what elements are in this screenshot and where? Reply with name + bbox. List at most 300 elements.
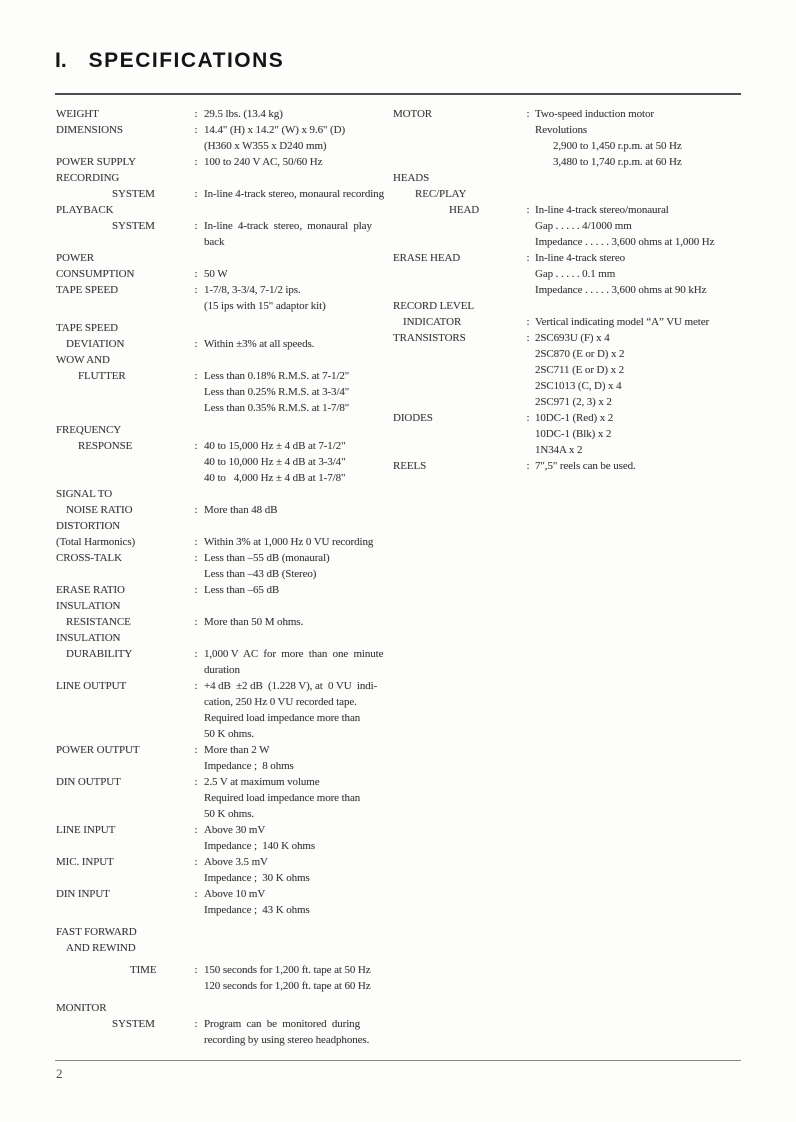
spec-line — [56, 582, 392, 598]
spec-value: Less than –65 dB — [204, 584, 280, 596]
spec-value: 150 seconds for 1,200 ft. tape at 50 Hz — [204, 964, 371, 976]
spec-value — [204, 202, 392, 218]
spec-colon — [188, 924, 204, 940]
spec-label — [393, 266, 521, 282]
spec-colon — [188, 298, 204, 314]
spec-line — [56, 550, 392, 566]
spec-value: back — [204, 236, 225, 248]
spec-value: 100 to 240 V AC, 50/60 Hz — [204, 156, 323, 168]
spec-colon — [188, 710, 204, 726]
spec-colon: : — [194, 338, 198, 350]
spec-label — [56, 870, 188, 886]
spec-value: Less than 0.35% R.M.S. at 1-7/8" — [204, 402, 350, 414]
spec-label: RESISTANCE — [66, 616, 131, 628]
spec-label: SYSTEM — [112, 220, 155, 232]
spec-line — [56, 368, 392, 384]
spec-colon: : — [194, 108, 198, 120]
spec-line — [56, 962, 392, 978]
spec-label — [56, 400, 188, 416]
spec-value: Impedance . . . . . 3,600 ohms at 90 kHz — [535, 284, 707, 296]
spec-line — [56, 774, 392, 790]
spec-colon — [188, 470, 204, 486]
spec-colon — [188, 662, 204, 678]
spec-line — [56, 790, 392, 806]
spec-value: Vertical indicating model “A” VU meter — [535, 316, 710, 328]
spec-line — [56, 122, 392, 138]
spec-line — [56, 940, 392, 956]
spec-value — [204, 1000, 392, 1016]
spec-value — [204, 320, 392, 336]
spec-colon: : — [194, 220, 198, 232]
spec-value: 50 W — [204, 268, 228, 280]
spec-value: duration — [204, 664, 240, 676]
section-title-text: SPECIFICATIONS — [88, 49, 285, 72]
spec-colon: : — [194, 188, 198, 200]
spec-label: FAST FORWARD — [56, 926, 137, 938]
spec-label — [56, 298, 188, 314]
spec-value: Impedance ; 30 K ohms — [204, 872, 310, 884]
spec-value: 40 to 4,000 Hz ± 4 dB at 1-7/8" — [204, 472, 346, 484]
spec-label: HEAD — [449, 204, 480, 216]
spec-colon — [521, 346, 535, 362]
spec-colon: : — [526, 460, 530, 472]
spec-label: DIODES — [393, 412, 433, 424]
spec-value — [204, 422, 392, 438]
spec-line — [56, 694, 392, 710]
spec-colon: : — [194, 440, 198, 452]
spec-label: MONITOR — [56, 1002, 107, 1014]
spec-value: 2SC1013 (C, D) x 4 — [535, 380, 622, 392]
spec-value — [204, 630, 392, 646]
spec-line — [56, 470, 392, 486]
spec-colon — [521, 442, 535, 458]
spec-line — [56, 186, 392, 202]
spec-line — [56, 758, 392, 774]
spec-line — [56, 1032, 392, 1048]
spec-line — [56, 218, 392, 234]
spec-line — [56, 202, 392, 218]
spec-colon: : — [526, 332, 530, 344]
spec-colon — [188, 630, 204, 646]
spec-value: Program can be monitored during — [204, 1018, 360, 1030]
spec-label: SYSTEM — [112, 188, 155, 200]
spec-value: Revolutions — [535, 124, 588, 136]
spec-colon: : — [194, 680, 198, 692]
spec-line — [393, 330, 745, 346]
spec-colon — [188, 518, 204, 534]
spec-line — [56, 854, 392, 870]
spec-line — [393, 186, 745, 202]
spec-colon: : — [194, 1018, 198, 1030]
spec-line — [393, 218, 745, 234]
spec-colon — [521, 138, 535, 154]
spec-label: WOW AND — [56, 354, 110, 366]
spec-label: FLUTTER — [78, 370, 126, 382]
spec-line — [56, 438, 392, 454]
spec-colon — [521, 282, 535, 298]
spec-colon — [188, 1000, 204, 1016]
page-number: 2 — [56, 1066, 63, 1081]
spec-line — [56, 902, 392, 918]
spec-colon — [521, 426, 535, 442]
spec-column-left — [56, 106, 392, 1048]
spec-colon — [188, 454, 204, 470]
spec-label — [56, 790, 188, 806]
spec-colon: : — [194, 370, 198, 382]
spec-label: FREQUENCY — [56, 424, 122, 436]
spec-label — [56, 566, 188, 582]
spec-line — [393, 202, 745, 218]
spec-colon — [521, 378, 535, 394]
spec-value: 1,000 V AC for more than one minute — [204, 648, 384, 660]
spec-value: Above 3.5 mV — [204, 856, 268, 868]
spec-value: Less than 0.25% R.M.S. at 3-3/4" — [204, 386, 350, 398]
spec-value: cation, 250 Hz 0 VU recorded tape. — [204, 696, 357, 708]
spec-line — [56, 566, 392, 582]
spec-colon: : — [526, 316, 530, 328]
spec-line — [56, 486, 392, 502]
spec-label: TAPE SPEED — [56, 284, 118, 296]
spec-line — [56, 518, 392, 534]
spec-label: MOTOR — [393, 108, 433, 120]
spec-line — [393, 346, 745, 362]
spec-label — [56, 726, 188, 742]
spec-label: RESPONSE — [78, 440, 133, 452]
spec-line — [56, 352, 392, 368]
spec-value: Required load impedance more than — [204, 712, 361, 724]
spec-line — [56, 726, 392, 742]
spec-colon: : — [194, 156, 198, 168]
spec-label — [56, 806, 188, 822]
spec-line — [56, 320, 392, 336]
spec-line — [56, 502, 392, 518]
spec-label: DIN OUTPUT — [56, 776, 121, 788]
spec-label: WEIGHT — [56, 108, 99, 120]
spec-line — [393, 122, 745, 138]
spec-colon — [188, 902, 204, 918]
spec-value: In-line 4-track stereo, monaural play — [204, 220, 372, 232]
spec-colon — [521, 362, 535, 378]
spec-colon: : — [194, 964, 198, 976]
spec-colon: : — [194, 824, 198, 836]
spec-label: CONSUMPTION — [56, 268, 135, 280]
section-title — [55, 49, 284, 73]
spec-colon — [521, 234, 535, 250]
spec-line — [56, 678, 392, 694]
spec-label — [56, 662, 188, 678]
spec-line — [56, 282, 392, 298]
spec-value: 2SC693U (F) x 4 — [535, 332, 610, 344]
spec-label — [393, 138, 521, 154]
spec-value: 50 K ohms. — [204, 808, 255, 820]
spec-value — [204, 924, 392, 940]
spec-label: REELS — [393, 460, 427, 472]
spec-label — [56, 138, 188, 154]
spec-label: INDICATOR — [403, 316, 462, 328]
spec-line — [393, 394, 745, 410]
spec-line — [56, 234, 392, 250]
spec-label: AND REWIND — [66, 942, 136, 954]
spec-value: +4 dB ±2 dB (1.228 V), at 0 VU indi- — [204, 680, 378, 692]
spec-line — [56, 646, 392, 662]
spec-line — [56, 154, 392, 170]
spec-label: POWER SUPPLY — [56, 156, 136, 168]
spec-value: 29.5 lbs. (13.4 kg) — [204, 108, 283, 120]
spec-line — [56, 822, 392, 838]
spec-value — [204, 598, 392, 614]
spec-line — [56, 924, 392, 940]
spec-colon — [188, 202, 204, 218]
spec-value: In-line 4-track stereo/monaural — [535, 204, 669, 216]
spec-line — [393, 170, 745, 186]
spec-line — [393, 138, 745, 154]
spec-colon — [188, 940, 204, 956]
spec-label: SYSTEM — [112, 1018, 155, 1030]
spec-value: Gap . . . . . 4/1000 mm — [535, 220, 632, 232]
spec-line — [393, 106, 745, 122]
spec-line — [393, 442, 745, 458]
spec-label: ERASE HEAD — [393, 252, 461, 264]
spec-value: Above 30 mV — [204, 824, 266, 836]
spec-value: 1N34A x 2 — [535, 444, 583, 456]
spec-label: RECORDING — [56, 172, 120, 184]
spec-line — [56, 630, 392, 646]
spec-label — [393, 346, 521, 362]
spec-colon — [188, 422, 204, 438]
spec-line — [393, 314, 745, 330]
spec-label: LINE OUTPUT — [56, 680, 127, 692]
spec-label — [56, 694, 188, 710]
spec-line — [56, 422, 392, 438]
spec-label: TRANSISTORS — [393, 332, 466, 344]
spec-colon — [521, 394, 535, 410]
spec-value: Less than –43 dB (Stereo) — [204, 568, 317, 580]
spec-line — [56, 742, 392, 758]
spec-colon: : — [194, 744, 198, 756]
spec-line — [56, 886, 392, 902]
spec-colon — [188, 384, 204, 400]
spec-colon — [521, 218, 535, 234]
spec-line — [56, 454, 392, 470]
spec-value: More than 50 M ohms. — [204, 616, 304, 628]
spec-label: POWER — [56, 252, 95, 264]
spec-line — [393, 362, 745, 378]
spec-colon — [188, 758, 204, 774]
spec-value — [204, 352, 392, 368]
spec-colon — [188, 250, 204, 266]
spec-line — [56, 298, 392, 314]
spec-value: Required load impedance more than — [204, 792, 361, 804]
spec-colon: : — [194, 268, 198, 280]
spec-label: CROSS-TALK — [56, 552, 122, 564]
spec-value: 40 to 15,000 Hz ± 4 dB at 7-1/2" — [204, 440, 346, 452]
spec-label — [56, 470, 188, 486]
spec-label — [393, 234, 521, 250]
spec-value — [204, 518, 392, 534]
spec-label — [393, 378, 521, 394]
spec-label: (Total Harmonics) — [56, 536, 136, 548]
spec-label: RECORD LEVEL — [393, 300, 474, 312]
spec-value: 2.5 V at maximum volume — [204, 776, 320, 788]
spec-value: 10DC-1 (Red) x 2 — [535, 412, 614, 424]
spec-label — [393, 154, 521, 170]
spec-line — [56, 138, 392, 154]
spec-line — [56, 662, 392, 678]
spec-colon — [188, 1032, 204, 1048]
spec-value: In-line 4-track stereo — [535, 252, 626, 264]
spec-value: Gap . . . . . 0.1 mm — [535, 268, 616, 280]
spec-line — [56, 170, 392, 186]
spec-label — [56, 902, 188, 918]
spec-colon — [188, 790, 204, 806]
spec-label — [393, 218, 521, 234]
spec-label: PLAYBACK — [56, 204, 114, 216]
spec-value: Impedance . . . . . 3,600 ohms at 1,000 Hz — [535, 236, 715, 248]
spec-line — [393, 458, 745, 474]
spec-label — [393, 442, 521, 458]
spec-colon: : — [526, 252, 530, 264]
spec-line — [56, 598, 392, 614]
spec-label: DEVIATION — [66, 338, 125, 350]
spec-value: Impedance ; 140 K ohms — [204, 840, 316, 852]
spec-colon — [188, 978, 204, 994]
spec-value: In-line 4-track stereo, monaural recording — [204, 188, 384, 200]
spec-colon — [521, 170, 535, 186]
spec-label — [56, 978, 188, 994]
spec-label: INSULATION — [56, 632, 121, 644]
spec-value: 2SC870 (E or D) x 2 — [535, 348, 625, 360]
spec-line — [393, 250, 745, 266]
spec-column-right — [393, 106, 745, 474]
spec-line — [56, 978, 392, 994]
spec-value: recording by using stereo headphones. — [204, 1034, 370, 1046]
spec-colon — [521, 154, 535, 170]
spec-line — [56, 266, 392, 282]
spec-label: DISTORTION — [56, 520, 121, 532]
spec-line — [56, 838, 392, 854]
spec-colon — [188, 566, 204, 582]
spec-label: HEADS — [393, 172, 430, 184]
spec-colon — [188, 320, 204, 336]
spec-colon — [188, 486, 204, 502]
spec-value: 2SC711 (E or D) x 2 — [535, 364, 625, 376]
spec-line — [56, 870, 392, 886]
spec-label: MIC. INPUT — [56, 856, 114, 868]
spec-line — [56, 1000, 392, 1016]
spec-line — [393, 378, 745, 394]
spec-value: Two-speed induction motor — [535, 108, 654, 120]
spec-line — [56, 534, 392, 550]
spec-label: INSULATION — [56, 600, 121, 612]
spec-colon: : — [194, 776, 198, 788]
spec-label — [56, 710, 188, 726]
spec-line — [393, 426, 745, 442]
spec-value — [204, 486, 392, 502]
spec-label: REC/PLAY — [415, 188, 467, 200]
spec-colon: : — [194, 856, 198, 868]
spec-value: 1-7/8, 3-3/4, 7-1/2 ips. — [204, 284, 301, 296]
spec-colon — [188, 806, 204, 822]
spec-value: 40 to 10,000 Hz ± 4 dB at 3-3/4" — [204, 456, 346, 468]
spec-label — [56, 838, 188, 854]
spec-value: 10DC-1 (Blk) x 2 — [535, 428, 612, 440]
spec-value: 14.4" (H) x 14.2" (W) x 9.6" (D) — [204, 124, 346, 136]
spec-line — [393, 282, 745, 298]
spec-colon: : — [194, 584, 198, 596]
spec-value: 50 K ohms. — [204, 728, 255, 740]
spec-line — [56, 710, 392, 726]
spec-value: Within ±3% at all speeds. — [204, 338, 315, 350]
spec-colon — [521, 266, 535, 282]
spec-line — [393, 266, 745, 282]
spec-line — [56, 250, 392, 266]
spec-colon: : — [526, 204, 530, 216]
section-number: I. — [55, 49, 67, 72]
spec-label — [393, 122, 521, 138]
spec-colon — [188, 726, 204, 742]
spec-value: Above 10 mV — [204, 888, 266, 900]
spec-colon: : — [194, 888, 198, 900]
spec-value: 7",5" reels can be used. — [535, 460, 636, 472]
spec-colon: : — [194, 536, 198, 548]
spec-colon — [188, 838, 204, 854]
spec-value: 3,480 to 1,740 r.p.m. at 60 Hz — [553, 156, 682, 168]
spec-value: Within 3% at 1,000 Hz 0 VU recording — [204, 536, 374, 548]
spec-line — [393, 410, 745, 426]
spec-colon: : — [194, 284, 198, 296]
spec-value: Impedance ; 8 ohms — [204, 760, 294, 772]
spec-value — [535, 170, 745, 186]
spec-value — [204, 250, 392, 266]
spec-colon — [188, 234, 204, 250]
spec-label: DIMENSIONS — [56, 124, 123, 136]
spec-label: DIN INPUT — [56, 888, 110, 900]
spec-colon — [188, 170, 204, 186]
spec-label — [56, 234, 188, 250]
footer-rule — [55, 1060, 741, 1061]
spec-colon — [188, 870, 204, 886]
spec-value: (15 ips with 15" adaptor kit) — [204, 300, 326, 312]
spec-colon — [188, 352, 204, 368]
spec-label — [393, 394, 521, 410]
spec-label — [56, 1032, 188, 1048]
spec-label: TAPE SPEED — [56, 322, 118, 334]
spec-line — [56, 614, 392, 630]
spec-line — [56, 106, 392, 122]
spec-line — [56, 336, 392, 352]
spec-value: Less than –55 dB (monaural) — [204, 552, 330, 564]
spec-label — [393, 426, 521, 442]
spec-colon: : — [194, 552, 198, 564]
spec-label: SIGNAL TO — [56, 488, 113, 500]
spec-colon — [521, 186, 535, 202]
spec-line — [56, 806, 392, 822]
spec-colon — [521, 122, 535, 138]
spec-value: 2SC971 (2, 3) x 2 — [535, 396, 612, 408]
spec-value: More than 2 W — [204, 744, 270, 756]
spec-colon: : — [194, 504, 198, 516]
spec-colon: : — [194, 124, 198, 136]
spec-label: ERASE RATIO — [56, 584, 125, 596]
spec-label — [56, 758, 188, 774]
spec-value: (H360 x W355 x D240 mm) — [204, 140, 327, 152]
spec-label — [393, 362, 521, 378]
spec-colon — [188, 138, 204, 154]
spec-label — [393, 282, 521, 298]
spec-value — [204, 170, 392, 186]
spec-colon: : — [194, 616, 198, 628]
spec-line — [56, 384, 392, 400]
